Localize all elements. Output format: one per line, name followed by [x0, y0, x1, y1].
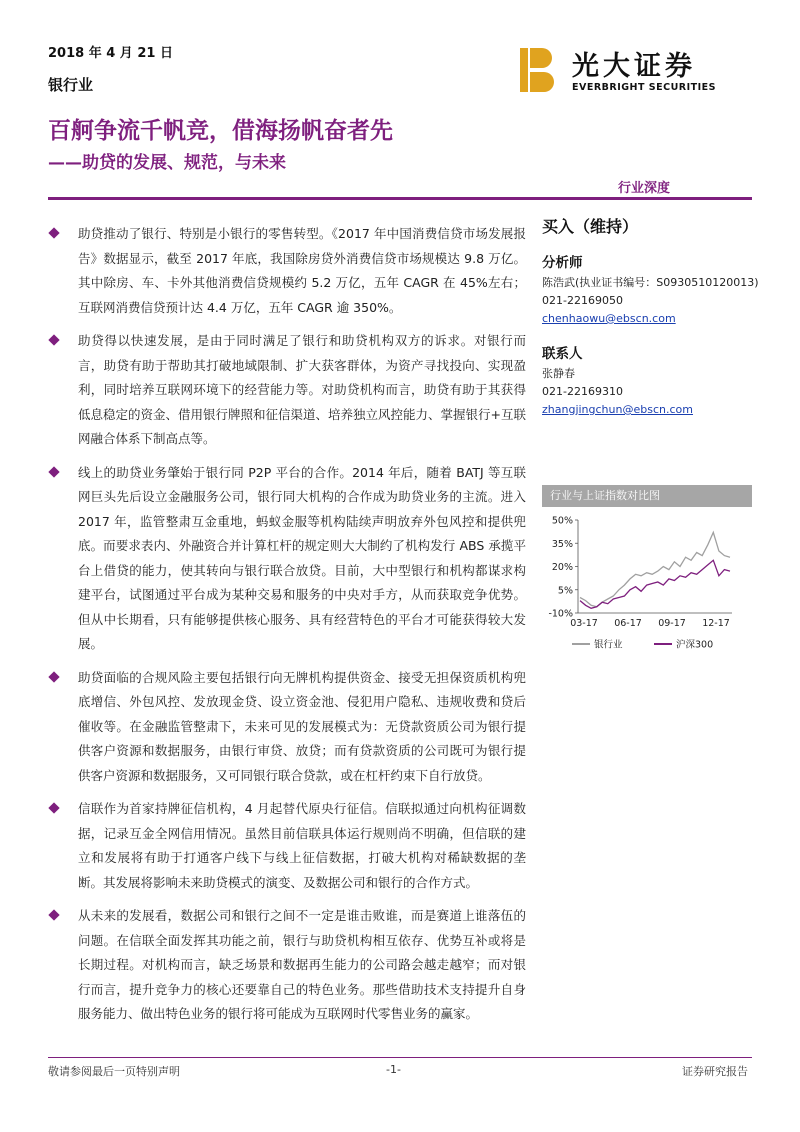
brand-name-cn: 光大证券	[572, 51, 696, 82]
summary-bullet	[48, 904, 526, 1027]
investment-rating: 买入（维持）	[542, 217, 639, 236]
chart-series-line-csi300	[580, 560, 730, 608]
summary-bullet	[48, 461, 526, 657]
diamond-bullet-icon	[48, 466, 59, 477]
summary-bullet	[48, 222, 526, 320]
chart-y-tick-label: -10%	[548, 608, 573, 620]
brand-name-en: EVERBRIGHT SECURITIES	[572, 82, 716, 93]
diamond-bullet-icon	[48, 671, 59, 682]
footer-report-label: 证券研究报告	[682, 1065, 748, 1078]
page-number: -1-	[386, 1063, 401, 1076]
diamond-bullet-icon	[48, 227, 59, 238]
contact-name: 张静春	[542, 367, 575, 380]
contact-heading: 联系人	[542, 346, 583, 362]
chart-x-tick-label: 03-17	[570, 618, 598, 629]
summary-bullet	[48, 329, 526, 452]
index-comparison-chart	[542, 510, 752, 660]
chart-series-line-bank	[580, 532, 730, 606]
diamond-bullet-icon	[48, 802, 59, 813]
report-subtitle: ——助贷的发展、规范，与未来	[48, 153, 286, 173]
contact-phone: 021-22169310	[542, 385, 623, 398]
everbright-logo-icon	[520, 48, 554, 92]
bullet-text: 从未来的发展看，数据公司和银行之间不一定是谁击败谁，而是赛道上谁落伍的问题。在信联全面发挥其功能之前，银行与助贷机构相互依存、优势互补或将是长期过程。对机构而言，缺乏场景和数据再生能力的公司路会越走越窄；而对银行而言，提升竞争力的核心还要靠自己的特色业务。那些借助技术支持提升自身服务能力、做出特色业务的银行将可能成为互联网时代零售业务的赢家。	[78, 908, 526, 1021]
industry-label: 银行业	[48, 76, 94, 94]
chart-y-tick-label: 20%	[551, 562, 573, 573]
footer-divider	[48, 1057, 752, 1058]
sidebar	[542, 214, 759, 419]
summary-bullet	[48, 797, 526, 895]
report-title: 百舸争流千帆竞，借海扬帆奋者先	[48, 118, 393, 144]
summary-bullets	[48, 222, 526, 1036]
chart-x-tick-label: 12-17	[702, 618, 730, 629]
header-divider	[48, 197, 752, 200]
chart-title: 行业与上证指数对比图	[542, 485, 752, 507]
chart-y-tick-label: 50%	[551, 515, 573, 527]
diamond-bullet-icon	[48, 909, 59, 920]
chart-legend-label: 沪深300	[676, 639, 714, 651]
chart-legend-label: 银行业	[594, 639, 623, 651]
bullet-text: 信联作为首家持牌征信机构，4 月起替代原央行征信。信联拟通过向机构征调数据，记录互金全网信用情况。虽然目前信联具体运行规则尚不明确，但信联的建立和发展将有助于打通客户线下与线上征信数据，打破大机构对稀缺数据的垄断。其发展将影响未来助贷模式的演变、及数据公司和银行的合作方式。	[78, 801, 526, 890]
chart-y-tick-label: 35%	[551, 538, 573, 550]
chart-y-tick-label: 5%	[557, 585, 573, 597]
bullet-text: 线上的助贷业务肇始于银行同 P2P 平台的合作。2014 年后，随着 BATJ 等互联网巨头先后设立金融服务公司，银行同大机构的合作成为助贷业务的主流。进入 2017 年，监管整肃互金重地，蚂蚁金服等机构陆续声明放弃外包风控和提供兜底。而要求表内、外融资合并计算杠杆的规定则大大制约了机构发行 ABS 承揽平台上借贷的能力，使其转向与银行联合放贷。目前，大中型银行和机构都谋求构建平台，试图通过平台成为某种交易和服务的中央对手方，从而获取竞争优势。但从中长期看，只有能够提供核心服务、具有经营特色的平台才可能获得较大发展。	[78, 464, 526, 651]
bullet-text: 助贷得以快速发展，是由于同时满足了银行和助贷机构双方的诉求。对银行而言，助贷有助于帮助其打破地域限制、扩大获客群体，为资产寻找投向、实现盈利，同时培养互联网环境下的经营能力等。对助贷机构而言，助贷有助于其获得低息稳定的资金、借用银行牌照和征信渠道、培养独立风控能力、掌握银行+互联网融合体系下制高点等。	[78, 333, 526, 446]
analyst-phone: 021-22169050	[542, 294, 623, 307]
analyst-email-link[interactable]: chenhaowu@ebscn.com	[542, 312, 676, 325]
chart-x-tick-label: 06-17	[614, 618, 642, 629]
diamond-bullet-icon	[48, 334, 59, 345]
report-type-label: 行业深度	[618, 181, 671, 196]
chart-x-tick-label: 09-17	[658, 618, 686, 629]
footer-disclaimer: 敬请参阅最后一页特别声明	[48, 1065, 180, 1078]
analyst-heading: 分析师	[542, 255, 583, 271]
analyst-name: 陈浩武(执业证书编号：S0930510120013)	[542, 276, 759, 289]
bullet-text: 助贷推动了银行、特别是小银行的零售转型。《2017 年中国消费信贷市场发展报告》数据显示，截至 2017 年底，我国除房贷外消费信贷市场规模达 9.8 万亿。其中除房、车、卡外其他消费信贷规模约 5.2 万亿，五年 CAGR 在 45%左右；互联网消费信贷预计达 4.4 万亿，五年 CAGR 逾 350%。	[78, 226, 526, 315]
report-date: 2018 年 4 月 21 日	[48, 46, 173, 61]
contact-email-link[interactable]: zhangjingchun@ebscn.com	[542, 403, 693, 416]
bullet-text: 助贷面临的合规风险主要包括银行向无牌机构提供资金、接受无担保资质机构兜底增信、外包风控、发放现金贷、设立资金池、侵犯用户隐私、违规收费和贷后催收等。在金融监管整肃下，未来可见的发展模式为：无贷款资质公司为银行提供客户资源和数据服务，由银行审贷、放贷；而有贷款资质的公司既可为银行提供客户资源和数据服务，又可同银行联合贷款，或在杠杆约束下自行放贷。	[78, 669, 526, 783]
summary-bullet	[48, 666, 526, 789]
